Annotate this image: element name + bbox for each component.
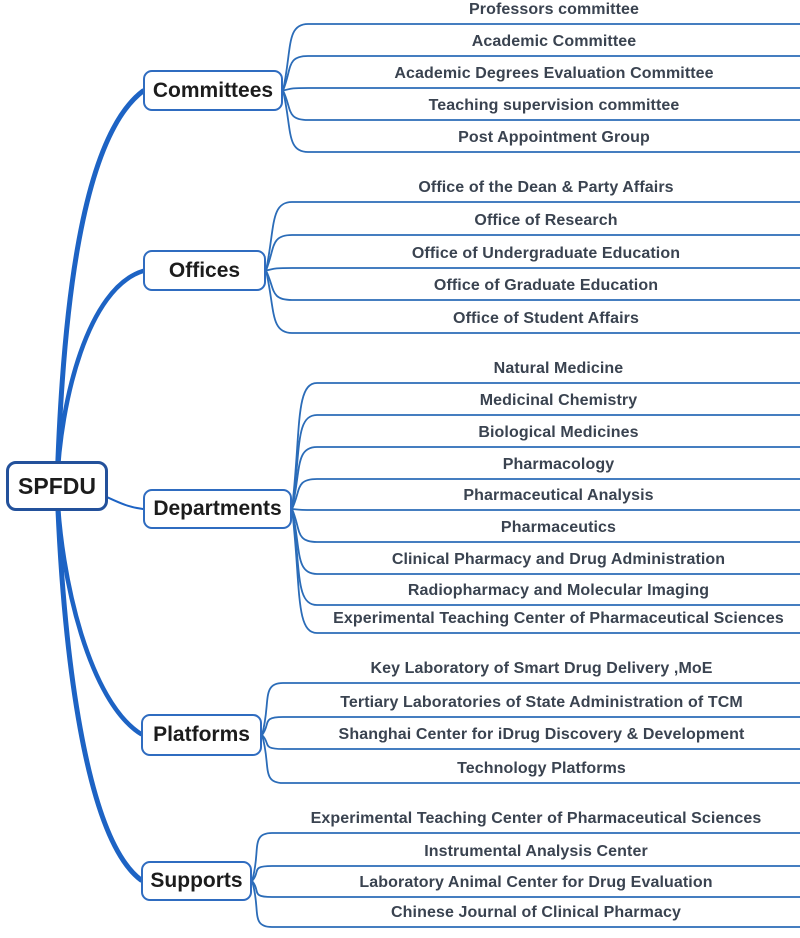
leaf-node-office-of-research[interactable]: Office of Research: [474, 212, 618, 229]
leaf-node-office-of-graduate-education[interactable]: Office of Graduate Education: [433, 277, 659, 294]
connector-path: [266, 268, 800, 271]
root-node-spfdu[interactable]: [6, 461, 108, 511]
leaf-node-pharmaceutics[interactable]: Pharmaceutics: [500, 519, 617, 536]
leaf-node-radiopharmacy-and-molecular-imaging[interactable]: Radiopharmacy and Molecular Imaging: [407, 582, 710, 599]
leaf-node-post-appointment-group[interactable]: Post Appointment Group: [458, 129, 650, 146]
leaf-node-pharmaceutical-analysis[interactable]: Pharmaceutical Analysis: [463, 487, 654, 504]
leaf-node-tertiary-laboratories-of-state-administration-of-tcm[interactable]: Tertiary Laboratories of State Administration of TCM: [340, 694, 743, 711]
leaf-node-office-of-student-affairs[interactable]: Office of Student Affairs: [453, 310, 639, 327]
leaf-node-academic-degrees-evaluation-committee[interactable]: Academic Degrees Evaluation Committee: [394, 65, 714, 82]
branch-node-label: Departments: [153, 497, 282, 520]
leaf-node-laboratory-animal-center-for-drug-evaluation[interactable]: Laboratory Animal Center for Drug Evaluation: [359, 874, 713, 891]
leaf-node-shanghai-center-for-idrug-discovery-development[interactable]: Shanghai Center for iDrug Discovery & Development: [338, 726, 745, 743]
leaf-node-teaching-supervision-committee[interactable]: Teaching supervision committee: [428, 97, 680, 114]
branch-node-label: Committees: [152, 78, 274, 102]
leaf-node-experimental-teaching-center-of-pharmaceutical-sciences[interactable]: Experimental Teaching Center of Pharmaceutical Sciences: [310, 810, 762, 827]
leaf-node-professors-committee[interactable]: Professors committee: [468, 1, 640, 18]
leaf-node-office-of-undergraduate-education[interactable]: Office of Undergraduate Education: [411, 245, 681, 262]
branch-node-platforms[interactable]: [141, 714, 262, 756]
branch-node-label: Offices: [168, 258, 241, 282]
leaf-node-clinical-pharmacy-and-drug-administration[interactable]: Clinical Pharmacy and Drug Administration: [391, 551, 726, 568]
leaf-node-chinese-journal-of-clinical-pharmacy[interactable]: Chinese Journal of Clinical Pharmacy: [391, 904, 681, 921]
connector-path: [292, 509, 800, 510]
connector-path: [57, 91, 143, 486]
leaf-node-medicinal-chemistry[interactable]: Medicinal Chemistry: [479, 392, 638, 409]
branch-node-supports[interactable]: [141, 861, 252, 901]
leaf-node-technology-platforms[interactable]: Technology Platforms: [457, 760, 626, 777]
root-node-label: SPFDU: [18, 472, 96, 499]
connector-path: [57, 486, 141, 734]
leaf-node-natural-medicine[interactable]: Natural Medicine: [493, 360, 624, 377]
branch-node-departments[interactable]: [143, 489, 292, 529]
branch-node-label: Platforms: [153, 723, 250, 746]
leaf-node-pharmacology[interactable]: Pharmacology: [502, 456, 615, 473]
leaf-node-office-of-the-dean-party-affairs[interactable]: Office of the Dean & Party Affairs: [418, 179, 674, 196]
leaf-node-experimental-teaching-center-of-pharmaceutical-sciences[interactable]: Experimental Teaching Center of Pharmaceutical Sciences: [333, 610, 784, 627]
branch-node-label: Supports: [150, 869, 243, 892]
leaf-node-academic-committee[interactable]: Academic Committee: [471, 33, 637, 50]
leaf-node-key-laboratory-of-smart-drug-delivery-moe[interactable]: Key Laboratory of Smart Drug Delivery ,MoE: [370, 660, 713, 677]
leaf-node-biological-medicines[interactable]: Biological Medicines: [478, 424, 639, 441]
branch-node-offices[interactable]: [143, 250, 266, 291]
branch-node-committees[interactable]: [143, 70, 283, 111]
leaf-node-instrumental-analysis-center[interactable]: Instrumental Analysis Center: [424, 843, 648, 860]
connector-path: [283, 88, 800, 91]
